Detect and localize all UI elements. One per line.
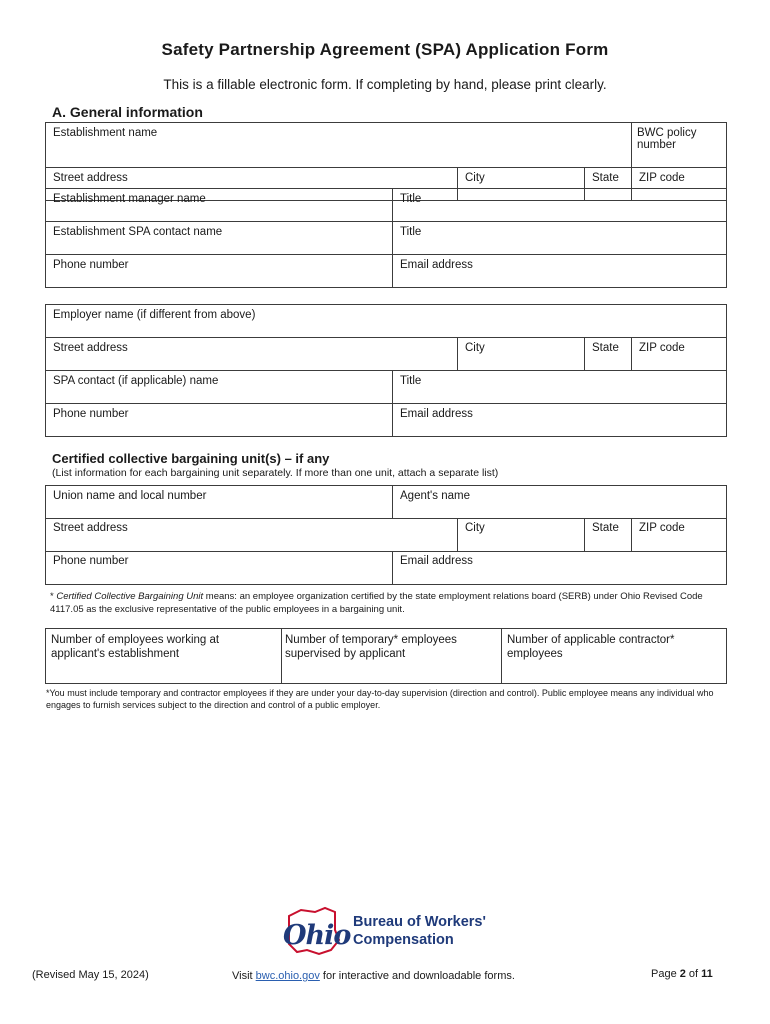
employer-email-input[interactable] <box>400 422 719 436</box>
employer-email-field[interactable] <box>393 404 727 437</box>
establishment-name-input[interactable] <box>53 141 624 155</box>
contacts-table <box>45 188 727 288</box>
union-email-input[interactable] <box>400 569 719 583</box>
manager-title-field[interactable] <box>393 189 727 222</box>
agent-name-field[interactable] <box>393 486 727 519</box>
employer-state-field[interactable] <box>585 338 632 371</box>
phone-number-input[interactable] <box>53 273 385 287</box>
temporary-employees-field[interactable] <box>282 629 502 684</box>
employer-city-field[interactable] <box>458 338 585 371</box>
visit-suffix: for interactive and downloadable forms. <box>319 970 515 982</box>
employer-email-label: Email address <box>400 408 473 420</box>
contractor-employees-label: Number of applicable contractor* employees <box>507 634 675 660</box>
phone-number-label: Phone number <box>53 259 129 271</box>
employer-name-input[interactable] <box>53 323 719 337</box>
page-title: Safety Partnership Agreement (SPA) Application Form <box>161 40 609 59</box>
manager-title-label: Title <box>400 193 422 205</box>
employer-phone-label: Phone number <box>53 408 129 420</box>
bwc-policy-number-field[interactable] <box>632 123 727 168</box>
employer-state-label: State <box>592 342 619 354</box>
page-subtitle: This is a fillable electronic form. If completing by hand, please print clearly. <box>163 77 607 92</box>
union-name-input[interactable] <box>53 504 385 518</box>
employer-state-input[interactable] <box>592 356 624 370</box>
spa-contact-name-input[interactable] <box>53 240 385 254</box>
ohio-wordmark: Ohio <box>283 920 351 951</box>
employer-street-field[interactable] <box>46 338 458 371</box>
email-address-input[interactable] <box>400 273 719 287</box>
manager-name-label: Establishment manager name <box>53 193 206 205</box>
employees-working-label: Number of employees working at applicant's establishment <box>51 634 220 660</box>
union-city-field[interactable] <box>458 518 585 551</box>
state-label: State <box>592 172 619 184</box>
agent-name-label: Agent's name <box>400 490 470 502</box>
spa-contact-name-label: Establishment SPA contact name <box>53 226 223 238</box>
employees-working-field[interactable] <box>46 629 282 684</box>
union-email-label: Email address <box>400 555 473 567</box>
employer-phone-field[interactable] <box>46 404 393 437</box>
page-prefix: Page <box>651 968 680 980</box>
union-name-label: Union name and local number <box>53 490 207 502</box>
definition-star: * <box>50 591 57 602</box>
union-city-label: City <box>465 522 485 534</box>
bargaining-address-table <box>45 518 727 552</box>
bwc-website-link[interactable]: bwc.ohio.gov <box>255 970 320 982</box>
union-city-input[interactable] <box>465 536 577 550</box>
bwc-policy-number-input[interactable] <box>637 153 719 167</box>
union-street-field[interactable] <box>46 518 458 551</box>
union-state-field[interactable] <box>585 518 632 551</box>
employer-table <box>45 304 727 371</box>
employer-title-field[interactable] <box>393 371 727 404</box>
manager-name-input[interactable] <box>53 207 385 221</box>
union-zip-input[interactable] <box>639 536 719 550</box>
street-address-label: Street address <box>53 172 128 184</box>
definition-text: means: an employee organization certified by the state employment relations board (SERB) under Ohio Revised Code 4117.05 as the exclusive representative of the public employees in a bargaining unit. <box>50 591 703 615</box>
employer-street-label: Street address <box>53 342 128 354</box>
employees-working-input[interactable] <box>51 663 274 677</box>
employer-title-label: Title <box>400 375 422 387</box>
bargaining-contact-table <box>45 551 727 585</box>
union-name-field[interactable] <box>46 486 393 519</box>
employer-street-input[interactable] <box>53 356 450 370</box>
logo-line1: Bureau of Workers' <box>353 914 486 930</box>
union-phone-label: Phone number <box>53 555 129 567</box>
employer-name-label: Employer name (if different from above) <box>53 309 256 321</box>
logo-line2: Compensation <box>353 932 454 948</box>
union-email-field[interactable] <box>393 551 727 584</box>
employer-contacts-table <box>45 370 727 437</box>
bwc-policy-number-label: BWC policy number <box>637 127 697 151</box>
employer-zip-input[interactable] <box>639 356 719 370</box>
bargaining-table-top <box>45 485 727 519</box>
definition-term: Certified Collective Bargaining Unit <box>56 591 204 602</box>
establishment-name-field[interactable] <box>46 123 632 168</box>
employer-city-input[interactable] <box>465 356 577 370</box>
zip-code-label: ZIP code <box>639 172 685 184</box>
employer-spa-contact-label: SPA contact (if applicable) name <box>53 375 219 387</box>
spa-contact-title-label: Title <box>400 226 422 238</box>
page-total: 11 <box>701 968 713 980</box>
union-zip-label: ZIP code <box>639 522 685 534</box>
bwc-logo <box>277 906 507 958</box>
union-phone-input[interactable] <box>53 569 385 583</box>
employer-spa-contact-field[interactable] <box>46 371 393 404</box>
employer-name-field[interactable] <box>46 305 727 338</box>
employer-phone-input[interactable] <box>53 422 385 436</box>
temporary-employees-input[interactable] <box>285 663 494 677</box>
temporary-employees-label: Number of temporary* employees supervised by applicant <box>285 634 457 660</box>
union-phone-field[interactable] <box>46 551 393 584</box>
email-address-field[interactable] <box>393 255 727 288</box>
agent-name-input[interactable] <box>400 504 719 518</box>
bargaining-note: (List information for each bargaining unit separately. If more than one unit, attach a separate list) <box>52 467 499 479</box>
employer-spa-contact-input[interactable] <box>53 389 385 403</box>
union-zip-field[interactable] <box>632 518 727 551</box>
page-current: 2 <box>679 968 686 980</box>
visit-prefix: Visit <box>232 970 256 982</box>
spa-contact-name-field[interactable] <box>46 222 393 255</box>
email-address-label: Email address <box>400 259 473 271</box>
contractor-employees-field[interactable] <box>502 629 727 684</box>
bargaining-definition <box>50 590 728 616</box>
employer-zip-label: ZIP code <box>639 342 685 354</box>
union-state-input[interactable] <box>592 536 624 550</box>
employer-title-input[interactable] <box>400 389 719 403</box>
union-state-label: State <box>592 522 619 534</box>
employee-footnote: *You must include temporary and contractor employees if they are under your day-to-day supervision (direction and control). Public employee means any individual who engages to furnish services subject to the direction and control of a public employer. <box>46 688 714 710</box>
spa-contact-title-input[interactable] <box>400 240 719 254</box>
manager-title-input[interactable] <box>400 207 719 221</box>
page-number <box>651 968 713 980</box>
employee-counts-table <box>45 628 727 684</box>
employer-zip-field[interactable] <box>632 338 727 371</box>
revised-date: (Revised May 15, 2024) <box>32 969 149 981</box>
contractor-employees-input[interactable] <box>507 663 719 677</box>
visit-text <box>232 970 515 982</box>
page-of: of <box>685 968 702 980</box>
city-label: City <box>465 172 485 184</box>
spa-contact-title-field[interactable] <box>393 222 727 255</box>
manager-name-field[interactable] <box>46 189 393 222</box>
section-a-heading: A. General information <box>52 104 203 120</box>
union-street-label: Street address <box>53 522 128 534</box>
bargaining-heading: Certified collective bargaining unit(s) – if any <box>52 451 330 466</box>
establishment-name-label: Establishment name <box>53 127 158 139</box>
union-street-input[interactable] <box>53 536 450 550</box>
phone-number-field[interactable] <box>46 255 393 288</box>
employer-city-label: City <box>465 342 485 354</box>
